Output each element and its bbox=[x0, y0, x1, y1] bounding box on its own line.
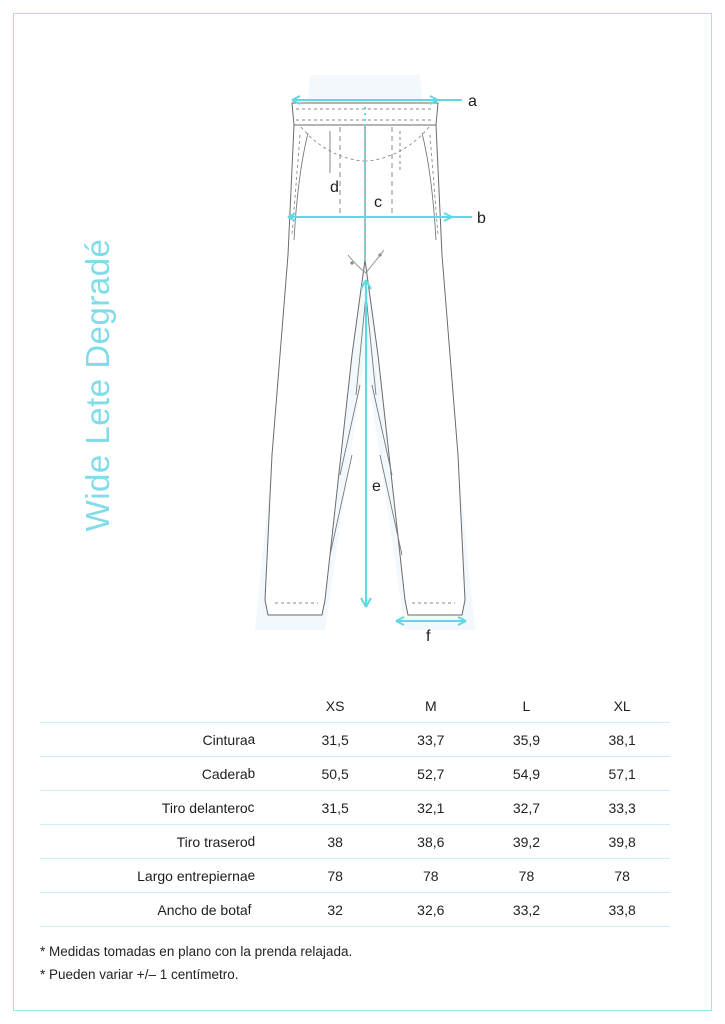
measurements-table-container bbox=[40, 690, 670, 927]
page-title: Wide Lete Degradé bbox=[79, 238, 116, 532]
cell-value: 38,6 bbox=[417, 833, 445, 850]
vertical-title-container bbox=[68, 195, 128, 575]
row-letter: f bbox=[247, 902, 252, 917]
cell-value: 31,5 bbox=[321, 731, 349, 748]
row-label: Tiro trasero bbox=[176, 833, 248, 850]
row-letter: d bbox=[247, 834, 256, 849]
cell-value: 33,2 bbox=[512, 901, 541, 918]
row-letter: c bbox=[247, 800, 255, 815]
row-label: Tiro delantero bbox=[161, 799, 248, 816]
table-row bbox=[40, 757, 670, 791]
cell-value: 33,3 bbox=[608, 799, 636, 816]
label-f: f bbox=[426, 628, 431, 645]
measurements-table bbox=[40, 690, 670, 927]
row-label: Largo entrepierna bbox=[137, 867, 248, 884]
footnote-line: * Medidas tomadas en plano con la prenda relajada. bbox=[40, 944, 353, 959]
cell-value: 57,1 bbox=[608, 765, 636, 782]
cell-value: 38 bbox=[327, 833, 343, 850]
label-b: b bbox=[477, 210, 486, 227]
cell-value: 32,6 bbox=[417, 901, 445, 918]
cell-value: 52,7 bbox=[417, 765, 445, 782]
row-label: Cadera bbox=[201, 765, 248, 782]
cell-value: 78 bbox=[423, 867, 439, 884]
table-row bbox=[40, 723, 670, 757]
cell-value: 39,2 bbox=[512, 833, 541, 850]
footnote-line: * Pueden variar +/– 1 centímetro. bbox=[40, 967, 239, 982]
cell-value: 32,1 bbox=[417, 799, 445, 816]
cell-value: 32 bbox=[327, 901, 343, 918]
header-blank-measure bbox=[40, 690, 248, 723]
footnotes bbox=[40, 940, 640, 986]
cell-value: 31,5 bbox=[321, 799, 349, 816]
table-row bbox=[40, 825, 670, 859]
row-letter: a bbox=[247, 732, 256, 747]
cell-value: 32,7 bbox=[512, 799, 541, 816]
cell-value: 78 bbox=[614, 867, 630, 884]
cell-value: 54,9 bbox=[512, 765, 541, 782]
cell-value: 33,8 bbox=[608, 901, 636, 918]
cell-value: 38,1 bbox=[608, 731, 636, 748]
header-size-l: L bbox=[522, 698, 531, 714]
cell-value: 33,7 bbox=[417, 731, 445, 748]
label-d: d bbox=[330, 179, 339, 196]
cell-value: 78 bbox=[518, 867, 535, 884]
table-row bbox=[40, 893, 670, 927]
cell-value: 35,9 bbox=[512, 731, 541, 748]
header-size-xl: XL bbox=[613, 698, 631, 714]
cell-value: 50,5 bbox=[321, 765, 349, 782]
cell-value: 78 bbox=[327, 867, 343, 884]
table-header-row bbox=[40, 690, 670, 723]
garment-technical-drawing bbox=[180, 55, 550, 655]
header-size-m: M bbox=[424, 698, 437, 714]
label-a: a bbox=[468, 93, 477, 110]
row-letter: e bbox=[247, 868, 256, 883]
row-label: Ancho de bota bbox=[157, 901, 248, 918]
label-e: e bbox=[372, 478, 381, 495]
header-size-xs: XS bbox=[325, 698, 345, 714]
cell-value: 39,8 bbox=[608, 833, 636, 850]
header-blank-letter bbox=[248, 690, 288, 723]
row-letter: b bbox=[247, 766, 256, 781]
label-c: c bbox=[374, 194, 382, 211]
table-row bbox=[40, 791, 670, 825]
row-label: Cintura bbox=[202, 731, 248, 748]
table-row bbox=[40, 859, 670, 893]
